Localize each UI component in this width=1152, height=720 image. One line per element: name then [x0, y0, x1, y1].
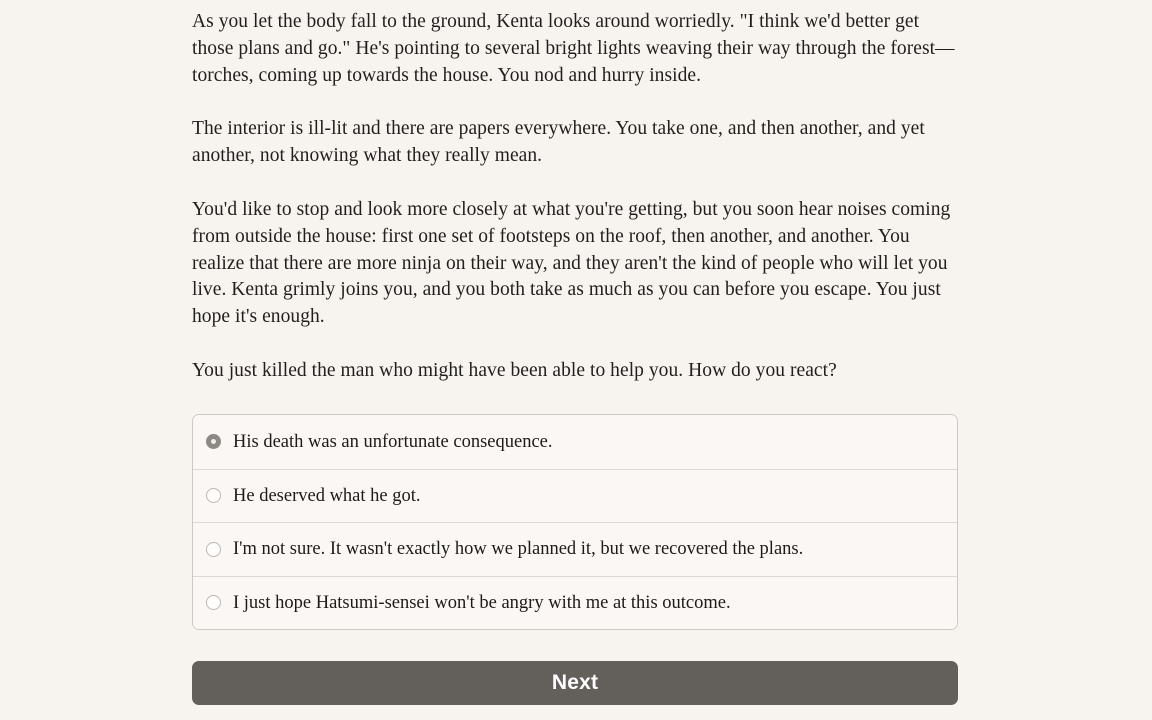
story-paragraph-3: You'd like to stop and look more closely at what you're getting, but you soon hear noises coming from outside the house: first one set of footsteps on the roof, then another, and another. You realize that there are more ninja on their way, and they aren't the kind of people who will let you live. Kenta grimly joins you, and you both take as much as you can before you escape. You just hope it's enough.	[192, 198, 951, 328]
story-content	[192, 0, 960, 385]
choice-option-4-label: I just hope Hatsumi-sensei won't be angry with me at this outcome.	[233, 592, 731, 613]
next-button[interactable]: Next	[192, 661, 958, 705]
choice-option-3[interactable]	[193, 522, 957, 576]
story-paragraph-1: As you let the body fall to the ground, Kenta looks around worriedly. "I think we'd better get those plans and go." He's pointing to several bright lights weaving their way through the forest—torches, coming up towards the house. You nod and hurry inside.	[192, 11, 955, 86]
story-text	[192, 0, 960, 385]
choice-option-3-label: I'm not sure. It wasn't exactly how we planned it, but we recovered the plans.	[233, 539, 804, 560]
choice-option-2[interactable]	[193, 469, 957, 523]
radio-unselected-icon[interactable]	[206, 595, 221, 610]
radio-unselected-icon[interactable]	[206, 542, 221, 557]
radio-selected-icon[interactable]	[206, 434, 221, 449]
choice-options-group	[192, 414, 958, 630]
question-prompt: You just killed the man who might have been able to help you. How do you react?	[192, 359, 837, 381]
choice-option-4[interactable]	[193, 576, 957, 630]
radio-unselected-icon[interactable]	[206, 488, 221, 503]
choice-option-2-label: He deserved what he got.	[233, 485, 421, 506]
choice-option-1-label: His death was an unfortunate consequence.	[233, 431, 553, 452]
story-paragraph-2: The interior is ill-lit and there are papers everywhere. You take one, and then another, and yet another, not knowing what they really mean.	[192, 118, 925, 167]
choice-option-1[interactable]	[193, 415, 957, 469]
